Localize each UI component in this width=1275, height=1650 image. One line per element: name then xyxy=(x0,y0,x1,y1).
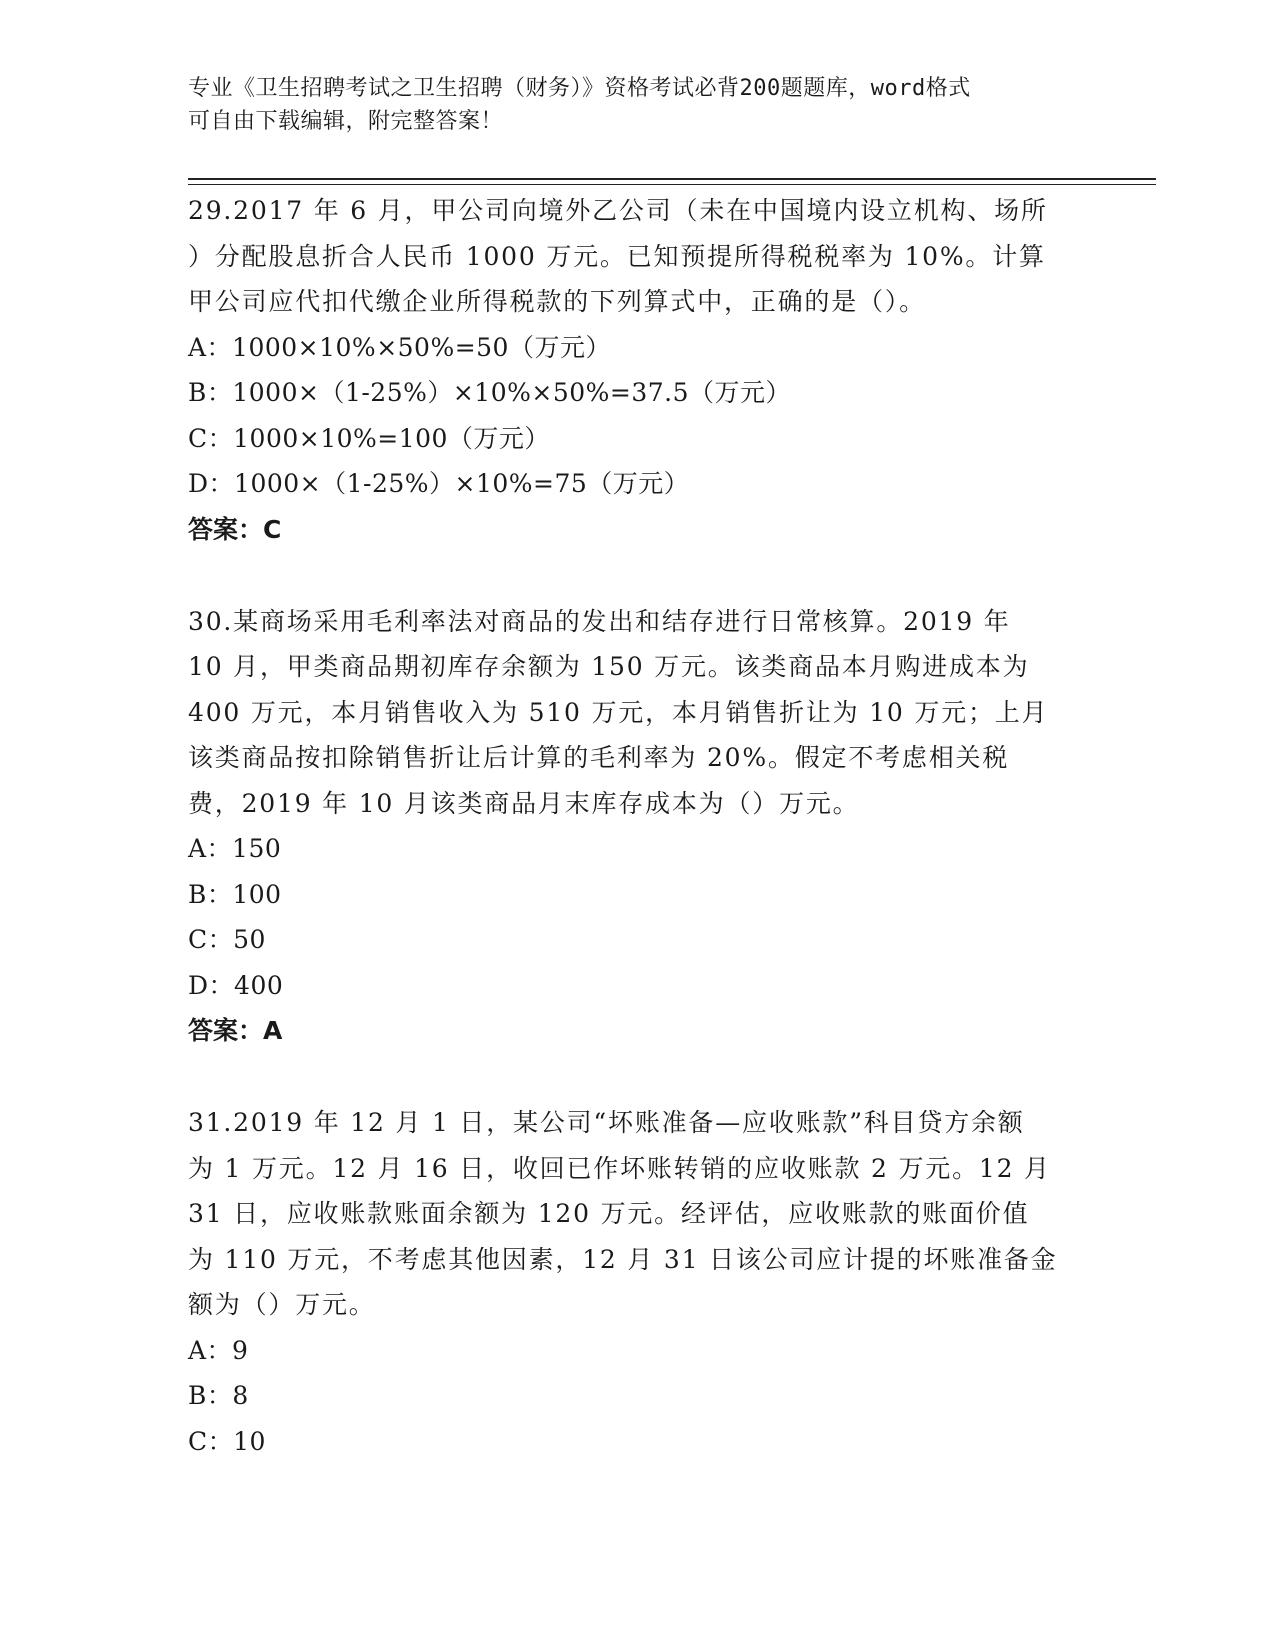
option-d: D：400 xyxy=(188,970,284,1000)
option-d: D：1000×（1-25%）×10%=75（万元） xyxy=(188,469,690,498)
option-c: C：50 xyxy=(188,925,266,954)
option-b: B：100 xyxy=(188,879,282,909)
question-stem-line: 31.2019 年 12 月 1 日，某公司“坏账准备—应收账款”科目贷方余额 xyxy=(188,1108,1025,1137)
question-30 xyxy=(188,599,1088,1054)
question-stem-line: 10 月，甲类商品期初库存余额为 150 万元。该类商品本月购进成本为 xyxy=(188,652,1030,681)
header-rule-thin xyxy=(188,184,1156,185)
option-a: A：9 xyxy=(188,1335,249,1365)
question-stem-line: 400 万元，本月销售收入为 510 万元，本月销售折让为 10 万元；上月 xyxy=(188,697,1049,727)
question-stem-line: 该类商品按扣除销售折让后计算的毛利率为 20%。假定不考虑相关税 xyxy=(188,743,1010,772)
option-b: B：1000×（1-25%）×10%×50%=37.5（万元） xyxy=(188,378,792,407)
question-stem-line: 额为（）万元。 xyxy=(188,1290,376,1319)
question-stem-line: 29.2017 年 6 月，甲公司向境外乙公司（未在中国境内设立机构、场所 xyxy=(188,196,1048,225)
question-stem-line: 为 1 万元。12 月 16 日，收回已作坏账转销的应收账款 2 万元。12 月 xyxy=(188,1153,1051,1183)
question-stem-line: ）分配股息折合人民币 1000 万元。已知预提所得税税率为 10%。计算 xyxy=(188,241,1046,271)
option-c: C：10 xyxy=(188,1426,266,1456)
question-stem-line: 甲公司应代扣代缴企业所得税款的下列算式中，正确的是（）。 xyxy=(188,287,926,316)
document-header xyxy=(188,72,1088,138)
header-line-2: 可自由下载编辑，附完整答案！ xyxy=(188,109,504,134)
answer-label: 答案：A xyxy=(188,1016,283,1045)
header-rule-thick xyxy=(188,178,1156,180)
question-stem-line: 费，2019 年 10 月该类商品月末库存成本为（）万元。 xyxy=(188,788,860,818)
header-line-1: 专业《卫生招聘考试之卫生招聘（财务）》资格考试必背200题题库，word格式 xyxy=(188,76,971,101)
question-list xyxy=(188,188,1088,1464)
answer-label: 答案：C xyxy=(188,514,282,544)
option-a: A：1000×10%×50%=50（万元） xyxy=(188,332,611,362)
question-stem-line: 为 110 万元，不考虑其他因素，12 月 31 日该公司应计提的坏账准备金 xyxy=(188,1244,1058,1274)
option-c: C：1000×10%=100（万元） xyxy=(188,423,550,453)
question-29 xyxy=(188,188,1088,552)
question-spacer xyxy=(188,552,1088,599)
question-spacer xyxy=(188,1053,1088,1100)
option-b: B：8 xyxy=(188,1381,249,1410)
question-31 xyxy=(188,1100,1088,1464)
option-a: A：150 xyxy=(188,834,282,863)
question-stem-line: 31 日，应收账款账面余额为 120 万元。经评估，应收账款的账面价值 xyxy=(188,1199,1030,1228)
question-stem-line: 30.某商场采用毛利率法对商品的发出和结存进行日常核算。2019 年 xyxy=(188,606,1011,636)
